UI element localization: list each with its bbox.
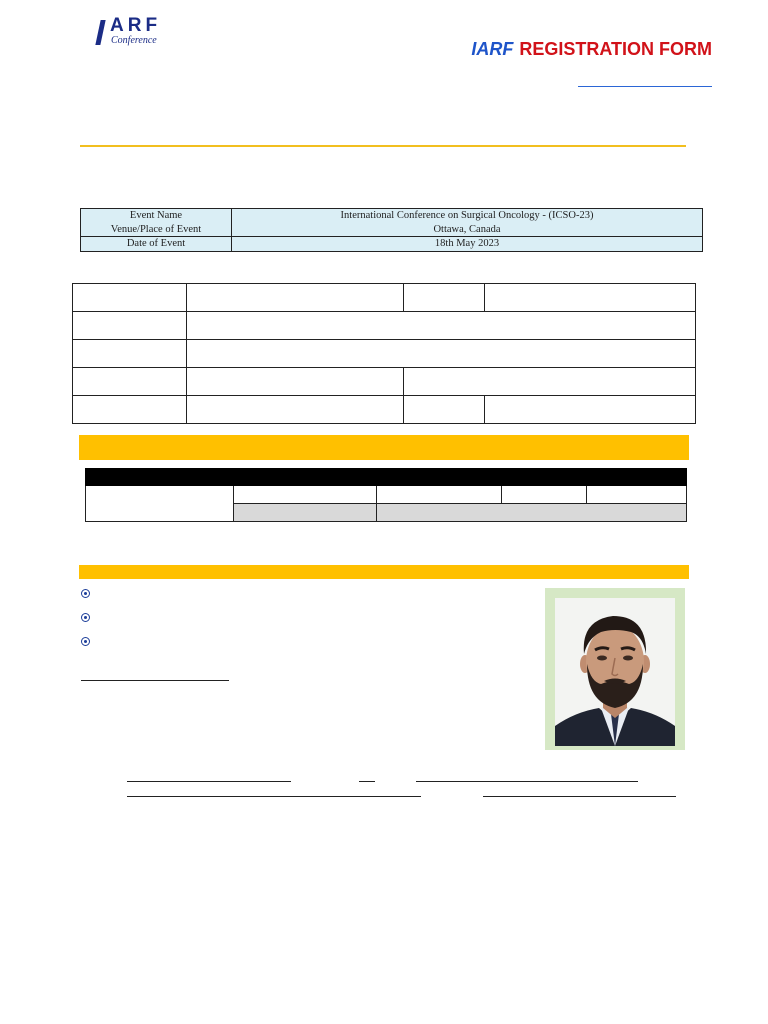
fill-line[interactable] <box>416 781 638 782</box>
fee-header-cell <box>377 469 502 486</box>
date-label: Date of Event <box>81 237 232 252</box>
form-title <box>471 39 712 60</box>
header-link-underline <box>578 86 712 87</box>
title-brand: IARF <box>471 39 514 59</box>
fill-line[interactable] <box>359 781 375 782</box>
date-value: 18th May 2023 <box>232 237 703 252</box>
info-row <box>73 368 696 396</box>
info-field[interactable] <box>187 312 696 340</box>
info-label-cell <box>73 396 187 424</box>
info-label-cell <box>73 312 187 340</box>
person-photo-icon <box>555 598 675 746</box>
header-divider <box>80 145 686 147</box>
fee-option[interactable] <box>377 486 502 504</box>
info-label-cell <box>404 284 485 312</box>
fee-header-cell <box>502 469 587 486</box>
fee-header-row <box>86 469 687 486</box>
info-label-cell <box>404 396 485 424</box>
personal-info-table <box>72 283 696 424</box>
fee-option-disabled <box>234 504 377 522</box>
radio-option-3[interactable] <box>81 637 90 646</box>
fee-header-cell <box>86 469 234 486</box>
info-label-cell <box>73 284 187 312</box>
fee-row <box>86 486 687 504</box>
event-name-label: Event Name <box>129 210 183 221</box>
person-photo <box>555 598 675 746</box>
logo-subtext: Conference <box>111 35 157 46</box>
info-row <box>73 340 696 368</box>
title-text: REGISTRATION FORM <box>519 39 712 59</box>
info-label-cell <box>73 368 187 396</box>
fee-option-disabled <box>377 504 687 522</box>
fee-header-cell <box>587 469 687 486</box>
signature-line[interactable] <box>81 680 229 681</box>
radio-option-2[interactable] <box>81 613 90 622</box>
info-field[interactable] <box>187 368 404 396</box>
fee-option[interactable] <box>587 486 687 504</box>
fee-header-cell <box>234 469 377 486</box>
info-field[interactable] <box>404 368 696 396</box>
event-row-name <box>81 209 703 237</box>
fill-line[interactable] <box>483 796 676 797</box>
logo-text: ARF <box>110 15 162 36</box>
info-field[interactable] <box>187 340 696 368</box>
info-label-cell <box>73 340 187 368</box>
fee-option[interactable] <box>502 486 587 504</box>
fee-option[interactable] <box>234 486 377 504</box>
fill-line[interactable] <box>127 781 291 782</box>
info-field[interactable] <box>485 396 696 424</box>
event-name-value: International Conference on Surgical Oncology - (ICSO-23) <box>340 210 594 221</box>
fee-table <box>85 468 687 522</box>
logo-mark <box>95 20 105 45</box>
info-row <box>73 312 696 340</box>
section-band-fees <box>79 435 689 460</box>
venue-label: Venue/Place of Event <box>110 223 202 235</box>
venue-value: Ottawa, Canada <box>433 223 501 235</box>
info-field[interactable] <box>187 284 404 312</box>
info-field[interactable] <box>187 396 404 424</box>
event-row-date <box>81 237 703 252</box>
info-field[interactable] <box>485 284 696 312</box>
info-row <box>73 284 696 312</box>
radio-option-1[interactable] <box>81 589 90 598</box>
info-row <box>73 396 696 424</box>
fill-line[interactable] <box>127 796 421 797</box>
fee-category-cell <box>86 486 234 522</box>
section-band-payment <box>79 565 689 579</box>
event-details-table <box>80 208 703 252</box>
